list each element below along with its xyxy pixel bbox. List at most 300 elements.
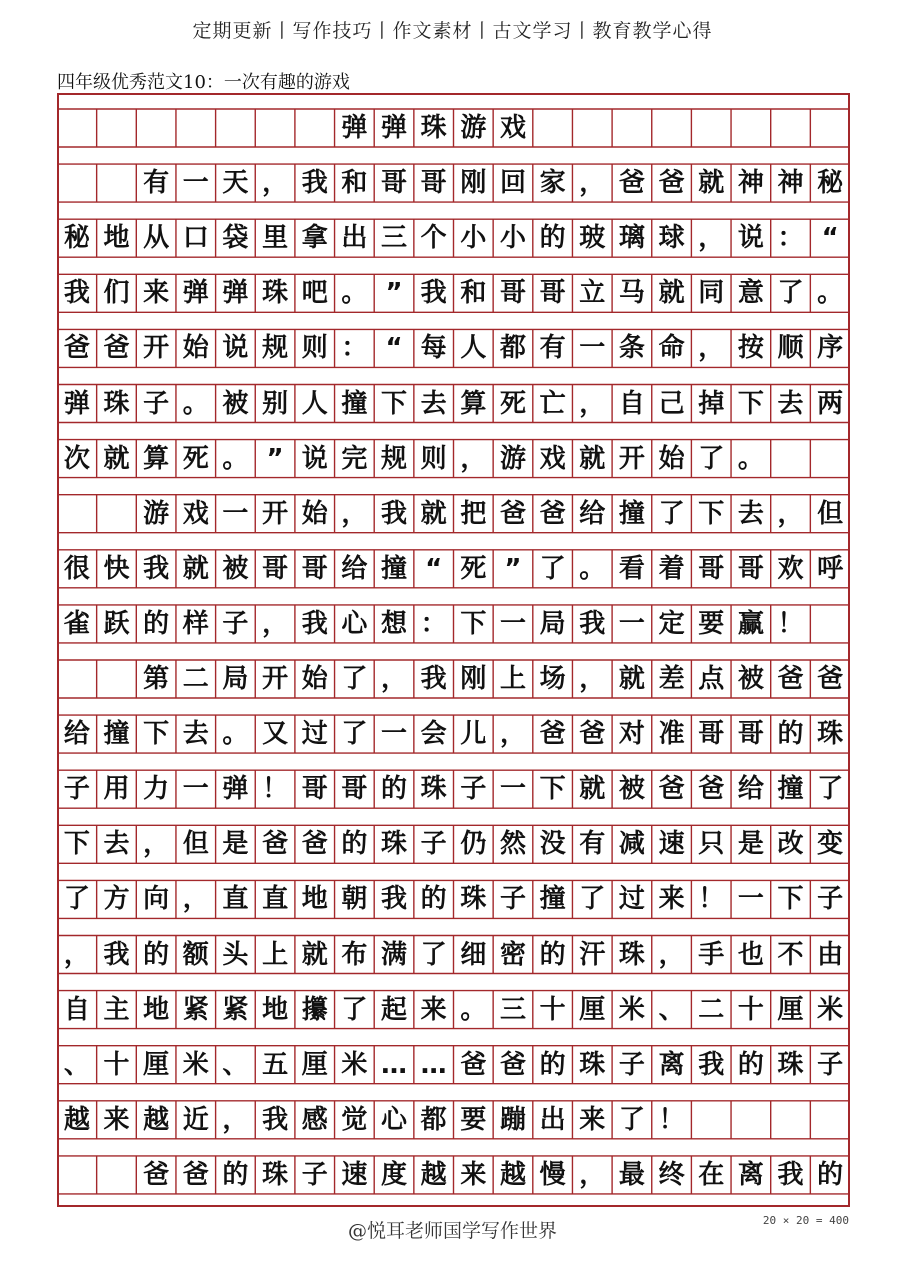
grid-char: 下 xyxy=(737,388,764,419)
grid-char: 就 xyxy=(618,664,645,694)
grid-char: 快 xyxy=(103,553,130,584)
grid-char: 戏 xyxy=(539,443,566,474)
grid-char: 。 xyxy=(222,443,249,474)
grid-char: 看 xyxy=(618,553,645,584)
grid-char: 越 xyxy=(63,1104,90,1135)
grid-char: 下 xyxy=(539,774,566,805)
grid-char: 死 xyxy=(182,443,209,474)
grid-char: 给 xyxy=(579,498,606,529)
grid-char: 厘 xyxy=(579,994,606,1025)
grid-char: 了 xyxy=(618,1104,645,1135)
grid-char: 同 xyxy=(698,278,725,309)
grid-char: 子 xyxy=(301,1159,328,1190)
grid-char: 下 xyxy=(381,388,408,419)
grid-char: ！ xyxy=(262,774,289,805)
grid-char: 算 xyxy=(143,443,170,474)
grid-char: 一 xyxy=(618,608,645,639)
grid-char: 爸 xyxy=(103,333,130,364)
grid-char: 我 xyxy=(301,168,328,199)
grid-char: 珠 xyxy=(262,278,289,309)
grid-char: “ xyxy=(385,333,403,364)
grid-char: 、 xyxy=(222,1049,249,1080)
grid-char: 爸 xyxy=(143,1159,170,1190)
grid-char: 给 xyxy=(63,719,90,750)
grid-char: 下 xyxy=(698,498,725,529)
grid-char: 第 xyxy=(143,664,170,694)
grid-char: 刚 xyxy=(460,664,487,694)
grid-char: 去 xyxy=(182,719,209,750)
grid-char: 直 xyxy=(262,884,289,915)
grid-char: 珠 xyxy=(460,884,487,915)
grid-char: 越 xyxy=(143,1104,170,1135)
grid-char: 们 xyxy=(103,278,130,309)
grid-char: 跃 xyxy=(103,608,130,639)
grid-char: 出 xyxy=(539,1104,566,1135)
grid-char: 下 xyxy=(460,608,487,639)
grid-char: 给 xyxy=(341,553,368,584)
grid-char: 。 xyxy=(579,553,606,584)
grid-char: 雀 xyxy=(63,608,90,639)
grid-char: 力 xyxy=(143,774,170,805)
grid-char: 弹 xyxy=(222,278,249,309)
grid-char: 撞 xyxy=(618,498,645,529)
grid-char: 子 xyxy=(817,884,844,915)
grid-char: 向 xyxy=(143,884,170,915)
grid-char: 地 xyxy=(301,884,328,915)
grid-char: 开 xyxy=(262,498,289,529)
grid-char: 朝 xyxy=(341,884,368,915)
grid-char: 起 xyxy=(381,994,408,1025)
grid-char: 神 xyxy=(737,168,764,199)
essay-title-char: 弹 xyxy=(341,113,368,143)
grid-char: 开 xyxy=(618,443,645,474)
grid-char: 厘 xyxy=(143,1049,170,1080)
grid-char: ， xyxy=(341,498,368,529)
composition-grid-sheet xyxy=(57,93,850,1207)
grid-char: 哥 xyxy=(698,553,725,584)
grid-char: 个 xyxy=(420,223,447,254)
grid-char: 爸 xyxy=(499,498,526,529)
grid-char: 场 xyxy=(539,664,566,694)
grid-char: 爸 xyxy=(63,333,90,364)
grid-char: 十 xyxy=(539,994,566,1025)
grid-char: 哥 xyxy=(381,168,408,199)
grid-char: 要 xyxy=(460,1104,487,1135)
grid-char: 额 xyxy=(182,939,209,970)
grid-char: 不 xyxy=(777,939,804,970)
grid-char: 爸 xyxy=(539,498,566,529)
grid-char: 。 xyxy=(737,443,764,474)
grid-char: 了 xyxy=(579,884,606,915)
grid-char: 亡 xyxy=(539,388,566,419)
grid-char: 我 xyxy=(381,498,408,529)
grid-char: 要 xyxy=(698,608,725,639)
grid-char: 也 xyxy=(737,939,764,970)
grid-char: 就 xyxy=(103,443,130,474)
grid-char: ！ xyxy=(777,608,804,639)
grid-char: ” xyxy=(385,278,403,309)
grid-char: 一 xyxy=(182,774,209,805)
grid-char: 就 xyxy=(182,553,209,584)
grid-char: 爸 xyxy=(618,168,645,199)
grid-char: 爸 xyxy=(817,664,844,694)
grid-char: 去 xyxy=(777,388,804,419)
grid-char: 上 xyxy=(262,939,289,970)
grid-char: 就 xyxy=(698,168,725,199)
grid-char: 的 xyxy=(539,223,566,254)
grid-char: 差 xyxy=(658,664,685,694)
grid-char: 哥 xyxy=(262,553,289,584)
grid-char: 子 xyxy=(460,774,487,805)
grid-char: 心 xyxy=(341,608,368,639)
grid-char: 天 xyxy=(222,168,249,199)
grid-char: 哥 xyxy=(420,168,447,199)
grid-char: ， xyxy=(579,168,606,199)
grid-char: 慢 xyxy=(539,1159,566,1190)
grid-char: 用 xyxy=(103,774,130,805)
grid-char: 点 xyxy=(698,664,725,694)
grid-char: 自 xyxy=(618,388,645,419)
grid-char: 完 xyxy=(341,443,368,474)
grid-char: 被 xyxy=(222,388,249,419)
essay-title-char: 珠 xyxy=(420,113,447,143)
grid-char: 有 xyxy=(143,168,170,199)
grid-char: ： xyxy=(341,333,368,364)
grid-char: 去 xyxy=(103,829,130,860)
grid-char: 珠 xyxy=(579,1049,606,1080)
grid-char: 球 xyxy=(658,223,685,254)
grid-char: 开 xyxy=(262,664,289,694)
grid-char: 改 xyxy=(777,829,804,860)
grid-char: 哥 xyxy=(301,774,328,805)
grid-char: 感 xyxy=(301,1104,328,1135)
grid-char: 说 xyxy=(737,223,764,254)
grid-char: 撞 xyxy=(539,884,566,915)
grid-char: 我 xyxy=(420,664,447,694)
grid-char: 撞 xyxy=(777,774,804,805)
grid-char: 局 xyxy=(539,608,566,639)
grid-char: 我 xyxy=(420,278,447,309)
grid-char: ， xyxy=(698,333,725,364)
grid-char: 爸 xyxy=(539,719,566,750)
grid-char: 由 xyxy=(817,939,844,970)
grid-char: 子 xyxy=(143,388,170,419)
grid-char: 五 xyxy=(262,1049,289,1080)
grid-char: 说 xyxy=(301,443,328,474)
grid-char: 珠 xyxy=(777,1049,804,1080)
grid-char: ， xyxy=(381,664,408,694)
grid-char: ， xyxy=(262,608,289,639)
grid-char: 的 xyxy=(737,1049,764,1080)
grid-char: 我 xyxy=(579,608,606,639)
grid-char: 我 xyxy=(143,553,170,584)
grid-char: 弹 xyxy=(63,388,90,419)
grid-char: 里 xyxy=(262,223,289,254)
grid-char: ” xyxy=(266,443,284,474)
grid-char: 地 xyxy=(143,994,170,1025)
grid-char: 算 xyxy=(460,388,487,419)
grid-char: 爸 xyxy=(262,829,289,860)
grid-char: 撞 xyxy=(103,719,130,750)
grid-char: 爸 xyxy=(658,774,685,805)
grid-char: 一 xyxy=(222,498,249,529)
grid-char: 次 xyxy=(63,443,90,474)
grid-char: 局 xyxy=(222,664,249,694)
grid-char: 死 xyxy=(499,388,526,419)
grid-char: 立 xyxy=(579,278,606,309)
grid-char: 哥 xyxy=(698,719,725,750)
grid-char: 撞 xyxy=(341,388,368,419)
grid-char: 上 xyxy=(499,664,526,694)
grid-char: 则 xyxy=(301,333,328,364)
grid-char: 子 xyxy=(817,1049,844,1080)
grid-char: 很 xyxy=(63,553,90,584)
grid-char: 小 xyxy=(460,223,487,254)
grid-char: 爸 xyxy=(499,1049,526,1080)
grid-char: 的 xyxy=(539,939,566,970)
grid-char: 哥 xyxy=(737,719,764,750)
grid-char: ！ xyxy=(658,1104,685,1135)
grid-char: 的 xyxy=(420,884,447,915)
grid-char: 序 xyxy=(817,333,844,364)
grid-char: 、 xyxy=(63,1049,90,1080)
page-header: 定期更新丨写作技巧丨作文素材丨古文学习丨教育教学心得 xyxy=(192,20,713,42)
grid-lines xyxy=(57,93,850,1207)
grid-char: 把 xyxy=(460,498,487,529)
grid-char: 了 xyxy=(341,664,368,694)
grid-char: 秘 xyxy=(63,223,90,254)
grid-char: 给 xyxy=(737,774,764,805)
grid-char: 厘 xyxy=(301,1049,328,1080)
grid-char: 是 xyxy=(737,829,764,860)
grid-char: 就 xyxy=(420,498,447,529)
grid-char: 弹 xyxy=(182,278,209,309)
grid-char: 的 xyxy=(539,1049,566,1080)
grid-char: 。 xyxy=(460,994,487,1025)
grid-char: 。 xyxy=(341,278,368,309)
grid-char: 就 xyxy=(579,774,606,805)
grid-char: 一 xyxy=(737,884,764,915)
grid-char: 爸 xyxy=(777,664,804,694)
grid-char: 璃 xyxy=(618,223,645,254)
grid-char: 始 xyxy=(182,333,209,364)
grid-char: 一 xyxy=(499,774,526,805)
grid-char: 赢 xyxy=(737,608,764,639)
grid-char: 始 xyxy=(301,498,328,529)
grid-char: 的 xyxy=(341,829,368,860)
grid-char: 了 xyxy=(539,553,566,584)
grid-char: 过 xyxy=(618,884,645,915)
grid-char: “ xyxy=(821,223,839,254)
grid-char: 回 xyxy=(499,168,526,199)
grid-char: 准 xyxy=(658,719,685,750)
grid-char: 口 xyxy=(182,223,209,254)
grid-char: 攥 xyxy=(301,994,328,1025)
watermark-text: @悦耳老师国学写作世界 xyxy=(347,1220,557,1242)
essay-title-char: 戏 xyxy=(499,113,526,143)
grid-char: 一 xyxy=(579,333,606,364)
grid-char: 戏 xyxy=(182,498,209,529)
grid-char: 布 xyxy=(341,939,368,970)
grid-char: 汗 xyxy=(579,939,606,970)
grid-char: 手 xyxy=(698,939,725,970)
grid-char: 小 xyxy=(499,223,526,254)
grid-char: 紧 xyxy=(222,994,249,1025)
grid-char: 。 xyxy=(222,719,249,750)
grid-char: ！ xyxy=(698,884,725,915)
grid-char: 度 xyxy=(381,1159,408,1190)
grid-char: 爸 xyxy=(182,1159,209,1190)
grid-char: 的 xyxy=(381,774,408,805)
grid-char: 按 xyxy=(737,333,764,364)
grid-char: 了 xyxy=(698,443,725,474)
grid-char: 越 xyxy=(420,1159,447,1190)
grid-char: 厘 xyxy=(777,994,804,1025)
grid-char: 爸 xyxy=(460,1049,487,1080)
grid-char: 二 xyxy=(698,994,725,1025)
grid-char: 呼 xyxy=(817,553,844,584)
grid-char: 头 xyxy=(222,939,249,970)
grid-char: 离 xyxy=(658,1049,685,1080)
grid-char: 哥 xyxy=(341,774,368,805)
grid-char: 速 xyxy=(658,829,685,860)
grid-char: 哥 xyxy=(301,553,328,584)
grid-char: 一 xyxy=(381,719,408,750)
grid-char: ， xyxy=(698,223,725,254)
grid-char: 离 xyxy=(737,1159,764,1190)
grid-char: 对 xyxy=(618,719,645,750)
grid-char: 子 xyxy=(618,1049,645,1080)
grid-char: 了 xyxy=(63,884,90,915)
grid-char: 细 xyxy=(460,939,487,970)
grid-char: 自 xyxy=(63,994,90,1025)
grid-char: … xyxy=(381,1049,407,1080)
grid-char: 我 xyxy=(381,884,408,915)
grid-char: 我 xyxy=(777,1159,804,1190)
grid-char: 每 xyxy=(420,333,447,364)
grid-char: 从 xyxy=(143,223,170,254)
grid-char: 子 xyxy=(63,774,90,805)
grid-char: 袋 xyxy=(222,223,249,254)
grid-char: 三 xyxy=(381,223,408,254)
grid-char: 就 xyxy=(579,443,606,474)
grid-char: 在 xyxy=(698,1159,725,1190)
grid-char: 始 xyxy=(301,664,328,694)
grid-char: 爸 xyxy=(698,774,725,805)
grid-char: 游 xyxy=(143,498,170,529)
essay-title-char: 游 xyxy=(460,113,487,143)
grid-char: 拿 xyxy=(301,223,328,254)
grid-char: 会 xyxy=(420,719,447,750)
grid-char: 条 xyxy=(618,333,645,364)
grid-char: 开 xyxy=(143,333,170,364)
grid-char: 游 xyxy=(499,443,526,474)
grid-char: 米 xyxy=(817,994,844,1025)
grid-char: 我 xyxy=(262,1104,289,1135)
grid-char: 下 xyxy=(777,884,804,915)
grid-char: 来 xyxy=(103,1104,130,1135)
grid-char: 珠 xyxy=(420,774,447,805)
grid-char: 则 xyxy=(420,443,447,474)
grid-char: 说 xyxy=(222,333,249,364)
grid-char: 珠 xyxy=(103,388,130,419)
grid-char: ， xyxy=(777,498,804,529)
grid-char: 心 xyxy=(381,1104,408,1135)
grid-char: 有 xyxy=(579,829,606,860)
grid-char: 人 xyxy=(301,388,328,419)
grid-char: 和 xyxy=(341,168,368,199)
grid-char: 最 xyxy=(618,1159,645,1190)
grid-char: 的 xyxy=(143,939,170,970)
grid-char: 刚 xyxy=(460,168,487,199)
grid-char: 爸 xyxy=(301,829,328,860)
grid-char: 珠 xyxy=(618,939,645,970)
grid-char: 神 xyxy=(777,168,804,199)
grid-char: 哥 xyxy=(737,553,764,584)
grid-char: ， xyxy=(579,388,606,419)
grid-char: 有 xyxy=(539,333,566,364)
grid-char: 儿 xyxy=(460,719,487,750)
grid-char: 的 xyxy=(143,608,170,639)
grid-char: 子 xyxy=(420,829,447,860)
grid-char: 没 xyxy=(539,829,566,860)
grid-char: 下 xyxy=(63,829,90,860)
grid-char: 密 xyxy=(499,939,526,970)
grid-char: 了 xyxy=(777,278,804,309)
grid-char: ： xyxy=(777,223,804,254)
grid-char: 米 xyxy=(341,1049,368,1080)
grid-char: 爸 xyxy=(579,719,606,750)
grid-char: 就 xyxy=(301,939,328,970)
grid-char: 别 xyxy=(262,388,289,419)
grid-char: 越 xyxy=(499,1159,526,1190)
grid-char: 十 xyxy=(737,994,764,1025)
grid-char: 来 xyxy=(658,884,685,915)
grid-char: 紧 xyxy=(182,994,209,1025)
grid-char: 了 xyxy=(341,994,368,1025)
grid-char: 两 xyxy=(817,388,844,419)
grid-char: 觉 xyxy=(341,1104,368,1135)
grid-char: 哥 xyxy=(499,278,526,309)
grid-char: 玻 xyxy=(579,223,606,254)
grid-char: ， xyxy=(579,1159,606,1190)
grid-char: 吧 xyxy=(301,278,328,309)
grid-char: 顺 xyxy=(777,333,804,364)
grid-char: 、 xyxy=(658,994,685,1025)
grid-char: 去 xyxy=(737,498,764,529)
grid-char: 被 xyxy=(737,664,764,694)
grid-char: 己 xyxy=(658,388,685,419)
grid-char: 米 xyxy=(618,994,645,1025)
grid-char: 一 xyxy=(182,168,209,199)
grid-char: 是 xyxy=(222,829,249,860)
grid-char: ， xyxy=(222,1104,249,1135)
grid-char: 了 xyxy=(420,939,447,970)
grid-char: 过 xyxy=(301,719,328,750)
grid-char: ， xyxy=(579,664,606,694)
grid-char: 方 xyxy=(103,884,130,915)
grid-char: 地 xyxy=(103,223,130,254)
grid-char: 变 xyxy=(817,829,844,860)
grid-char: 被 xyxy=(222,553,249,584)
grid-char: 子 xyxy=(222,608,249,639)
grid-char: 定 xyxy=(658,608,685,639)
grid-char: 但 xyxy=(182,829,209,860)
grid-char: 。 xyxy=(817,278,844,309)
grid-char: ， xyxy=(658,939,685,970)
grid-char: 着 xyxy=(658,553,685,584)
grid-char: 又 xyxy=(262,719,289,750)
